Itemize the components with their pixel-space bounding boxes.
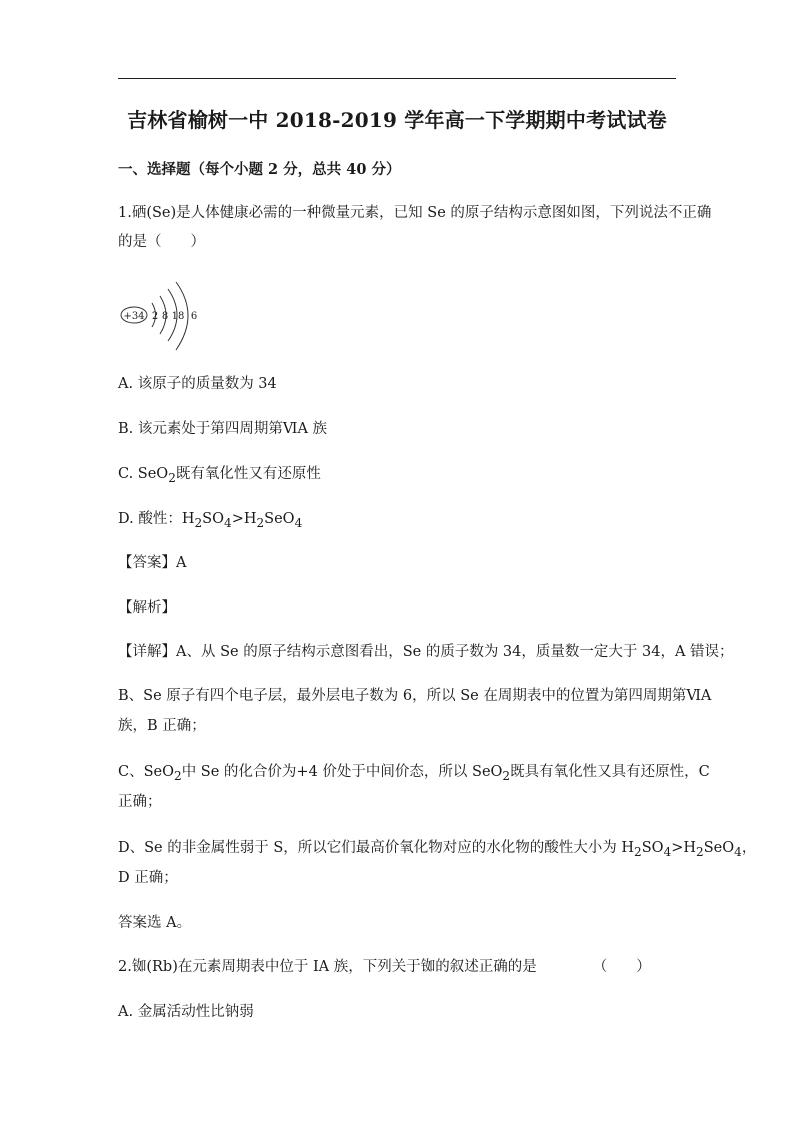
q1-detail-d-line2: D 正确；: [118, 870, 178, 886]
q1-detail-d-p4: SeO: [703, 840, 735, 856]
q1-option-d-sub4: 4: [294, 515, 303, 530]
q1-stem-line2: 的是（ ）: [118, 234, 205, 250]
q1-option-d-mid3: SeO: [264, 511, 295, 527]
q1-option-b: B. 该元素处于第四周期第ⅥA 族: [118, 421, 328, 437]
q1-detail-c-p2: 中 Se 的化合价为+4 价处于中间价态，所以 SeO: [181, 764, 503, 780]
q1-detail-c-sub2: 2: [502, 768, 511, 783]
q1-option-a: A. 该原子的质量数为 34: [118, 376, 277, 392]
q1-detail-d-sub4: 4: [734, 844, 742, 859]
q1-detail-c-p1: C、SeO: [118, 764, 174, 780]
atom-structure-diagram: [118, 280, 214, 356]
q1-detail-b-line1: B、Se 原子有四个电子层，最外层电子数为 6，所以 Se 在周期表中的位置为第四周期第ⅥA: [118, 688, 712, 704]
nucleus-charge: +34: [123, 311, 145, 322]
q1-option-d-sub3: 2: [256, 515, 265, 530]
shell-count-1: 2: [151, 311, 159, 322]
q1-option-c: [118, 464, 321, 488]
q1-detail-c-sub1: 2: [174, 768, 182, 783]
q1-detail-c-line1: [118, 762, 710, 786]
q1-option-c-prefix: C. SeO: [118, 466, 169, 482]
q1-detail-d-sub3: 2: [696, 844, 704, 859]
q1-option-d-sub1: 2: [194, 515, 203, 530]
q1-detail-d-p1: D、Se 的非金属性弱于 S，所以它们最高价氧化物对应的水化物的酸性大小为 H: [118, 840, 635, 856]
q1-option-d-sub2: 4: [224, 515, 232, 530]
q1-option-d: [118, 509, 302, 533]
q1-option-d-prefix: D. 酸性：H: [118, 511, 195, 527]
q1-analysis-label: 【解析】: [118, 600, 176, 616]
q2-stem: 2.铷(Rb)在元素周期表中位于 IA 族，下列关于铷的叙述正确的是: [118, 959, 537, 975]
q1-detail-d-p2: SO: [641, 840, 664, 856]
shell-count-2: 8: [161, 311, 169, 322]
q1-stem-line1: 1.硒(Se)是人体健康必需的一种微量元素，已知 Se 的原子结构示意图如图，下列说法不正确: [118, 205, 712, 221]
q1-option-c-sub: 2: [168, 470, 176, 485]
shell-count-3: 18: [171, 311, 185, 322]
section-heading: 一、选择题（每个小题 2 分，总共 40 分）: [118, 161, 401, 178]
q2-blank: （ ）: [592, 959, 651, 975]
q1-detail-c-line2: 正确；: [118, 794, 162, 810]
q1-detail-d-sub2: 4: [663, 844, 672, 859]
q1-conclusion: 答案选 A。: [118, 915, 192, 931]
q1-detail-d-p3: >H: [671, 840, 697, 856]
q1-answer: 【答案】A: [118, 555, 187, 571]
q1-detail-b-line2: 族，B 正确；: [118, 718, 206, 734]
page-title: 吉林省榆树一中 2018-2019 学年高一下学期期中考试试卷: [127, 108, 667, 132]
q1-detail-d-p5: ，: [741, 840, 757, 856]
shell-count-4: 6: [190, 311, 198, 322]
q1-detail-a: 【详解】A、从 Se 的原子结构示意图看出，Se 的质子数为 34，质量数一定大于 34，A 错误；: [118, 644, 734, 660]
q2-stem-line: [118, 957, 651, 977]
q2-option-a: A. 金属活动性比钠弱: [118, 1004, 254, 1020]
q1-detail-c-p3: 既具有氧化性又具有还原性，C: [510, 764, 710, 780]
q1-detail-d-line1: [118, 838, 756, 862]
header-rule: [118, 78, 676, 79]
q1-option-d-mid2: >H: [231, 511, 257, 527]
q1-option-d-mid1: SO: [202, 511, 224, 527]
q1-option-c-suffix: 既有氧化性又有还原性: [175, 466, 321, 482]
q1-detail-d-sub1: 2: [634, 844, 642, 859]
